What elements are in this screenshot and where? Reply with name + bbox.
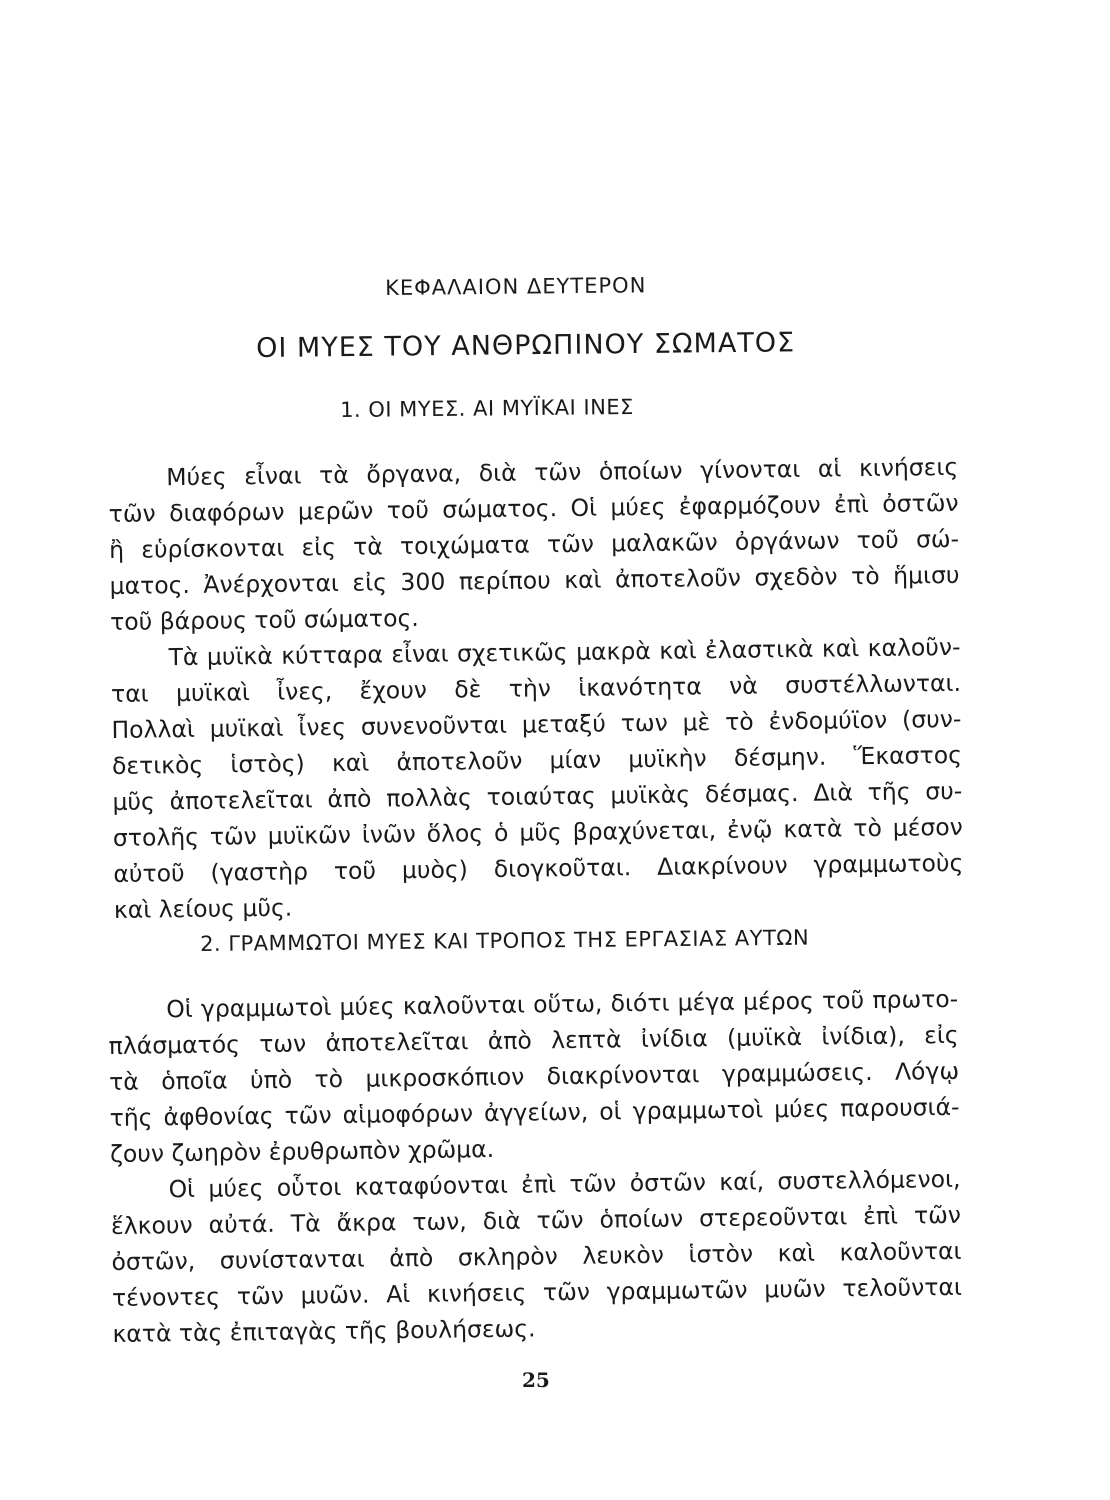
word: ἱστὸς) [230, 749, 305, 779]
word: εἶναι [391, 639, 449, 669]
word: τῶν [108, 499, 156, 528]
word: τὰ [108, 1067, 139, 1096]
word: μέρος [742, 986, 814, 1016]
page-number: 25 [522, 1368, 550, 1392]
word: μερῶν [297, 496, 374, 526]
word: εἰς [923, 1020, 959, 1050]
word: των [620, 708, 668, 738]
word: μυϊκαὶ [209, 713, 284, 743]
word: τῶν [569, 1169, 617, 1198]
word: ἀποτελεῖται [169, 785, 313, 816]
word: εἰς [352, 568, 388, 597]
word: μακρὰ [575, 636, 651, 666]
word: τῶν [542, 1277, 591, 1307]
word: ἀπὸ [327, 784, 372, 814]
word: μεταξύ [521, 709, 607, 739]
word: αὐτοῦ [113, 859, 185, 888]
word: μίαν [549, 745, 602, 775]
word: ἰνῶν [361, 820, 416, 849]
word: συνίστανται [219, 1244, 365, 1275]
word: μύες [339, 992, 395, 1021]
word: μὲ [682, 708, 711, 737]
word: διὰ [482, 1206, 521, 1236]
word: τῶν [534, 457, 582, 487]
word: ἐφαρμόζουν [678, 490, 821, 521]
word: καὶ [821, 634, 860, 663]
word: μαλακῶν [610, 528, 718, 558]
word: τῶν [913, 1200, 962, 1230]
word: Πολλαὶ [111, 714, 196, 744]
chapter-title: ΟΙ ΜΥΕΣ ΤΟΥ ΑΝΘΡΩΠΙΝΟΥ ΣΩΜΑΤΟΣ [256, 327, 796, 364]
word: ἶνες [298, 712, 347, 742]
word: μυϊκαὶ [175, 678, 250, 708]
word: μυῶν [764, 1274, 826, 1304]
word: ἀπὸ [389, 1243, 434, 1273]
word: τὸ [853, 813, 883, 843]
word: σώ- [915, 524, 960, 554]
word: ἀπὸ [487, 1026, 533, 1056]
word: (γαστὴρ [210, 857, 309, 887]
word: ἥμισυ [892, 560, 960, 590]
word: (μυϊκὰ [726, 1022, 803, 1052]
word: 300 [400, 567, 446, 597]
word: κινήσεις [858, 452, 959, 483]
word: μέγα [677, 987, 735, 1017]
word: γίνονται [699, 454, 801, 485]
word: τελοῦνται [842, 1272, 963, 1303]
word: (συν- [901, 704, 962, 734]
word: τὰ [318, 460, 349, 490]
word: ματος. [109, 570, 191, 600]
text-line: τοῦ βάρους τοῦ σώματος. [109, 603, 419, 636]
word: πρωτο- [872, 984, 959, 1014]
word: τῶν [284, 1101, 332, 1130]
word: τοῦ [821, 986, 865, 1015]
word: ὀργάνων [734, 526, 840, 556]
word: γραμμώσεις. [721, 1058, 873, 1088]
word: λεπτὰ [550, 1025, 622, 1055]
word: πλάσματός [108, 1030, 241, 1060]
word: οἱ [599, 1097, 622, 1126]
word: μύες [773, 1094, 830, 1124]
word: τοῦ [386, 495, 430, 525]
word: μικροσκόπιον [365, 1062, 525, 1093]
word: μύες [610, 492, 666, 522]
word: πολλὰς [386, 783, 473, 813]
word: μυϊκὴν [628, 744, 707, 774]
word: δετικὸς [111, 750, 204, 780]
text-line: ζουν ζωηρὸν ἐρυθρωπὸν χρῶμα. [109, 1134, 495, 1168]
word: Τὰ [168, 642, 199, 672]
word: ἀποτελεῖται [325, 1027, 469, 1058]
word: Λόγῳ [894, 1056, 960, 1086]
word: μυὸς) [401, 855, 468, 885]
word: καὶ [564, 565, 602, 595]
word: ἐπὶ [833, 490, 870, 519]
word: τὰ [352, 532, 383, 561]
word: δέσμην. [733, 742, 827, 772]
word: Διακρίνουν [656, 851, 788, 881]
word: ἐνῷ [726, 815, 773, 844]
word: ἔχουν [359, 675, 428, 705]
word: ὁποῖα [161, 1066, 228, 1096]
word: καταφύονται [354, 1170, 509, 1201]
word: μέσον [892, 812, 964, 842]
word: συστέλλωνται. [784, 668, 962, 700]
section-heading-1: 1. ΟΙ ΜΥΕΣ. ΑΙ ΜΥΪΚΑΙ ΙΝΕΣ [340, 394, 635, 422]
word: ἀφθονίας [163, 1101, 274, 1132]
word: κινήσεις [426, 1278, 527, 1308]
word: εἰς [301, 533, 337, 562]
word: ἄκρα [336, 1208, 397, 1238]
word: ὀστῶν, [111, 1246, 196, 1276]
word: τῶν [236, 1281, 285, 1311]
word: ὄργανα, [366, 459, 462, 489]
word: μύες [208, 1173, 264, 1203]
word: ὑπὸ [249, 1065, 293, 1095]
word: καλοῦνται [839, 1236, 962, 1267]
word: μυϊκὰ [206, 641, 273, 671]
word: περίπου [458, 566, 551, 596]
word: γραμμωτῶν [606, 1275, 748, 1306]
word: τὴν [508, 674, 552, 703]
word: γραμμωτοὶ [632, 1095, 764, 1126]
word: αἱμοφόρων [342, 1099, 474, 1129]
word: τῆς [867, 777, 911, 807]
word: γραμμωτοὶ [200, 993, 332, 1023]
word: γραμμωτοὺς [813, 848, 964, 879]
word: ἀποτελοῦν [396, 746, 523, 777]
word: ἐπὶ [863, 1201, 899, 1231]
word: τὸ [724, 707, 754, 736]
word: σκληρὸν [457, 1242, 558, 1272]
word: εὑρίσκονται [141, 533, 285, 564]
word: διογκοῦται. [493, 853, 632, 883]
word: ὁποίων [598, 456, 683, 486]
word: τῶν [536, 1205, 584, 1235]
section-heading-2: 2. ΓΡΑΜΜΩΤΟΙ ΜΥΕΣ ΚΑΙ ΤΡΟΠΟΣ ΤΗΣ ΕΡΓΑΣΙΑΣ ΑΥΤΩΝ [200, 925, 810, 956]
word: διαφόρων [168, 497, 285, 528]
word: Αἱ [386, 1280, 411, 1309]
word: καί, [719, 1167, 765, 1197]
word: τῆς [109, 1103, 153, 1132]
word: ἰνίδια), [821, 1021, 906, 1051]
text-line: καὶ λείους μῦς. [113, 893, 293, 924]
word: νὰ [728, 671, 758, 700]
word: μῦς [112, 787, 156, 816]
word: παρουσιά- [839, 1092, 960, 1123]
word: ὅλος [426, 819, 484, 848]
word: καλοῦν- [867, 632, 961, 663]
word: τοιαύτας [486, 781, 596, 812]
word: τοῦ [856, 525, 899, 555]
word: ἱστὸν [688, 1239, 754, 1269]
section-2-text [108, 981, 963, 1352]
word: συ- [925, 776, 963, 806]
word: κατὰ [783, 814, 843, 844]
word: ἶνες, [276, 677, 333, 706]
chapter-label: ΚΕΦΑΛΑΙΟΝ ΔΕΥΤΕΡΟΝ [385, 273, 647, 300]
word: δὲ [454, 675, 482, 704]
word: καὶ [777, 1238, 816, 1268]
word: δέσμας. [704, 778, 799, 809]
word: ἰνίδια [640, 1024, 708, 1054]
word: Ἀνέρχονται [203, 568, 340, 599]
word: ὁποίων [599, 1204, 684, 1234]
word: οὕτω, [532, 989, 603, 1019]
word: ἐλαστικὰ [704, 634, 814, 665]
word: αὐτά. [208, 1209, 275, 1239]
word: ὁ [493, 818, 509, 847]
word: καὶ [331, 748, 370, 778]
word: ὀστῶν [882, 488, 959, 518]
word: τοῦ [333, 856, 377, 886]
word: διακρίνονται [546, 1060, 700, 1091]
word: τῶν [546, 529, 595, 559]
word: καλοῦνται [402, 990, 526, 1021]
word: καὶ [659, 636, 697, 665]
word: Τὰ [290, 1209, 321, 1238]
word: οὗτοι [276, 1172, 342, 1202]
word: κύτταρα [281, 640, 384, 670]
word: των [259, 1029, 307, 1059]
word: διὰ [478, 458, 517, 488]
word: τοιχώματα [399, 530, 530, 561]
word: σώματος. [442, 494, 558, 524]
word: ἱκανότητα [578, 672, 702, 702]
word: τὸ [314, 1064, 344, 1094]
word: σχεδὸν [754, 562, 838, 592]
section-1-text [108, 449, 964, 928]
word: μυῶν. [300, 1280, 370, 1310]
word: ἢ [108, 535, 125, 564]
word: Ἕκαστος [853, 740, 963, 771]
word: λευκὸν [582, 1240, 665, 1270]
word: σχετικῶς [456, 638, 568, 668]
word: Μύες [166, 462, 227, 492]
word: των, [412, 1207, 467, 1237]
word: ὀστῶν [629, 1168, 707, 1198]
word: Οἱ [166, 994, 193, 1024]
text-line: κατὰ τὰς ἐπιταγὰς τῆς βουλήσεως. [112, 1314, 536, 1348]
word: διότι [610, 988, 670, 1018]
word: στολῆς [112, 822, 200, 852]
word: Οἱ [168, 1174, 196, 1204]
word: τὸ [850, 561, 880, 591]
word: Διὰ [813, 778, 854, 807]
word: συνενοῦνται [360, 710, 508, 741]
word: στερεοῦνται [698, 1202, 848, 1233]
word: αἱ [817, 454, 842, 483]
word: ἐπὶ [521, 1170, 557, 1199]
word: ἐνδομύϊον [768, 705, 888, 736]
word: μῦς [519, 818, 562, 847]
word: μυϊκῶν [267, 820, 352, 850]
word: ἀγγείων, [483, 1097, 589, 1128]
word: ἀποτελοῦν [614, 563, 742, 594]
word: εἶναι [244, 461, 302, 491]
word: ται [110, 679, 149, 708]
word: ἕλκουν [110, 1210, 193, 1240]
word: Οἱ [570, 493, 598, 522]
word: συστελλόμενοι, [777, 1164, 961, 1196]
word: τῶν [209, 822, 258, 851]
word: μυϊκὰς [610, 780, 691, 810]
word: τένοντες [111, 1282, 221, 1312]
word: βραχύνεται, [572, 816, 717, 846]
